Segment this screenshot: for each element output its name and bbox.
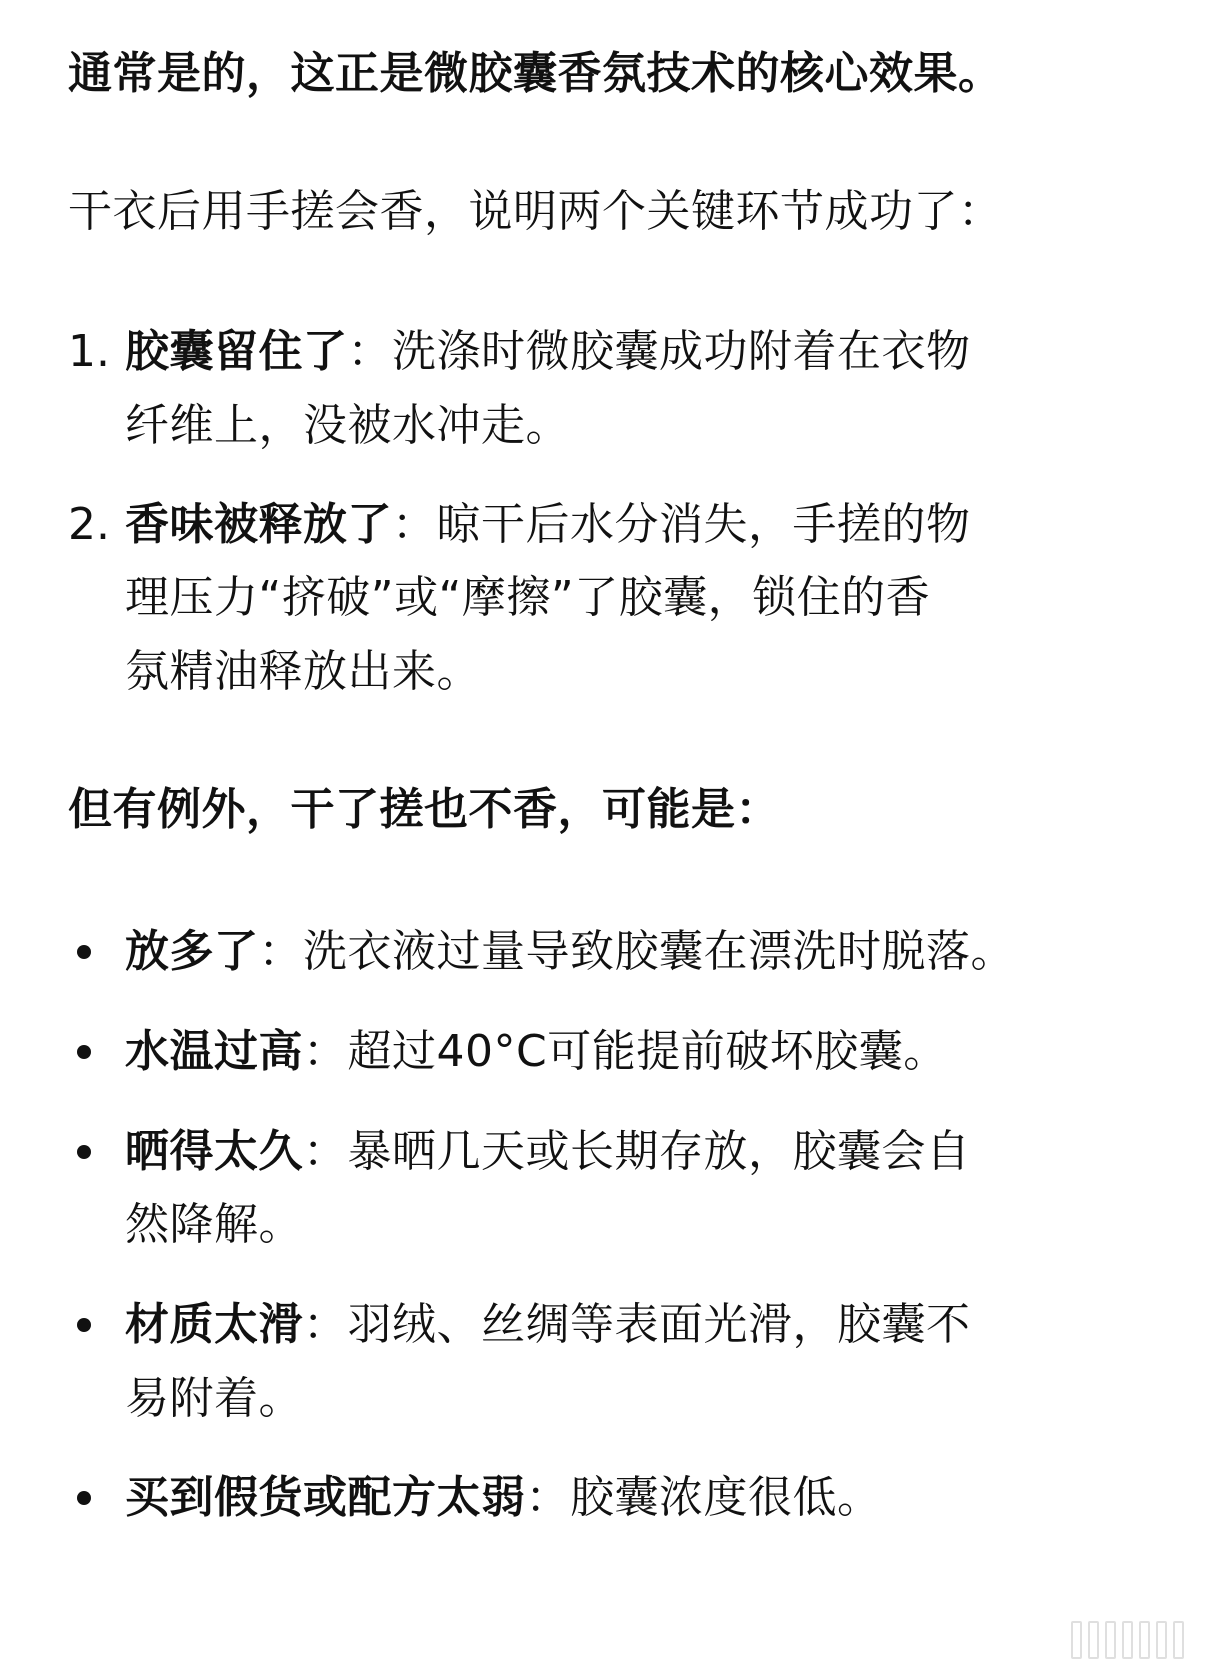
bullet-term: 晒得太久 <box>125 1126 303 1177</box>
term-separator: ： <box>525 1472 570 1523</box>
numbered-item-2-line1 <box>125 495 971 555</box>
bullet-dot <box>77 1045 91 1059</box>
numbered-item-term: 胶囊留住了 <box>125 326 348 377</box>
numbered-item-text: 洗涤时微胶囊成功附着在衣物 <box>392 326 971 377</box>
term-separator: ： <box>347 326 392 377</box>
bullet-dot <box>77 1318 91 1332</box>
bullet-text: 胶囊浓度很低。 <box>570 1472 882 1523</box>
watermark-bars-icon <box>1071 1621 1184 1659</box>
bullet-text: 洗衣液过量导致胶囊在漂洗时脱落。 <box>303 926 1015 977</box>
term-separator: ： <box>392 499 437 550</box>
bullet-text: 超过40°C可能提前破坏胶囊。 <box>347 1026 948 1077</box>
term-separator: ： <box>303 1299 348 1350</box>
numbered-item-term: 香味被释放了 <box>125 499 392 550</box>
numbered-item-text: 晾干后水分消失，手搓的物 <box>436 499 971 550</box>
numbered-item-1-line2: 纤维上，没被水冲走。 <box>125 400 570 451</box>
numbered-item-2-line2: 理压力“挤破”或“摩擦”了胶囊，锁住的香 <box>125 572 931 623</box>
list-number: 1. <box>68 326 110 377</box>
watermark-bar <box>1105 1621 1116 1659</box>
watermark-bar <box>1173 1621 1184 1659</box>
watermark-bar <box>1122 1621 1133 1659</box>
watermark-bar <box>1139 1621 1150 1659</box>
bullet-term: 买到假货或配方太弱 <box>125 1472 526 1523</box>
exceptions-heading: 但有例外，干了搓也不香，可能是： <box>68 784 780 835</box>
term-separator: ： <box>303 1126 348 1177</box>
bullet-dot <box>77 1491 91 1505</box>
numbered-item-1-line1 <box>125 322 971 382</box>
bullet-item-3-line1 <box>125 1122 971 1182</box>
intro-heading: 通常是的，这正是微胶囊香氛技术的核心效果。 <box>68 48 1003 99</box>
numbered-item-2-line3: 氛精油释放出来。 <box>125 646 481 697</box>
bullet-text: 羽绒、丝绸等表面光滑，胶囊不 <box>347 1299 971 1350</box>
bullet-term: 材质太滑 <box>125 1299 303 1350</box>
bullet-text: 暴晒几天或长期存放，胶囊会自 <box>347 1126 971 1177</box>
bullet-dot <box>77 945 91 959</box>
bullet-item-3-line2: 然降解。 <box>125 1199 303 1250</box>
bullet-dot <box>77 1145 91 1159</box>
bullet-item-1 <box>125 922 1015 982</box>
watermark-bar <box>1088 1621 1099 1659</box>
term-separator: ： <box>258 926 303 977</box>
bullet-item-2 <box>125 1022 948 1082</box>
watermark-bar <box>1071 1621 1082 1659</box>
bullet-item-5 <box>125 1468 882 1528</box>
bullet-term: 放多了 <box>125 926 259 977</box>
bullet-item-4-line1 <box>125 1295 971 1355</box>
intro-subheading: 干衣后用手搓会香，说明两个关键环节成功了： <box>68 186 1003 237</box>
list-number: 2. <box>68 499 110 550</box>
bullet-term: 水温过高 <box>125 1026 303 1077</box>
watermark-bar <box>1156 1621 1167 1659</box>
bullet-item-4-line2: 易附着。 <box>125 1373 303 1424</box>
term-separator: ： <box>303 1026 348 1077</box>
